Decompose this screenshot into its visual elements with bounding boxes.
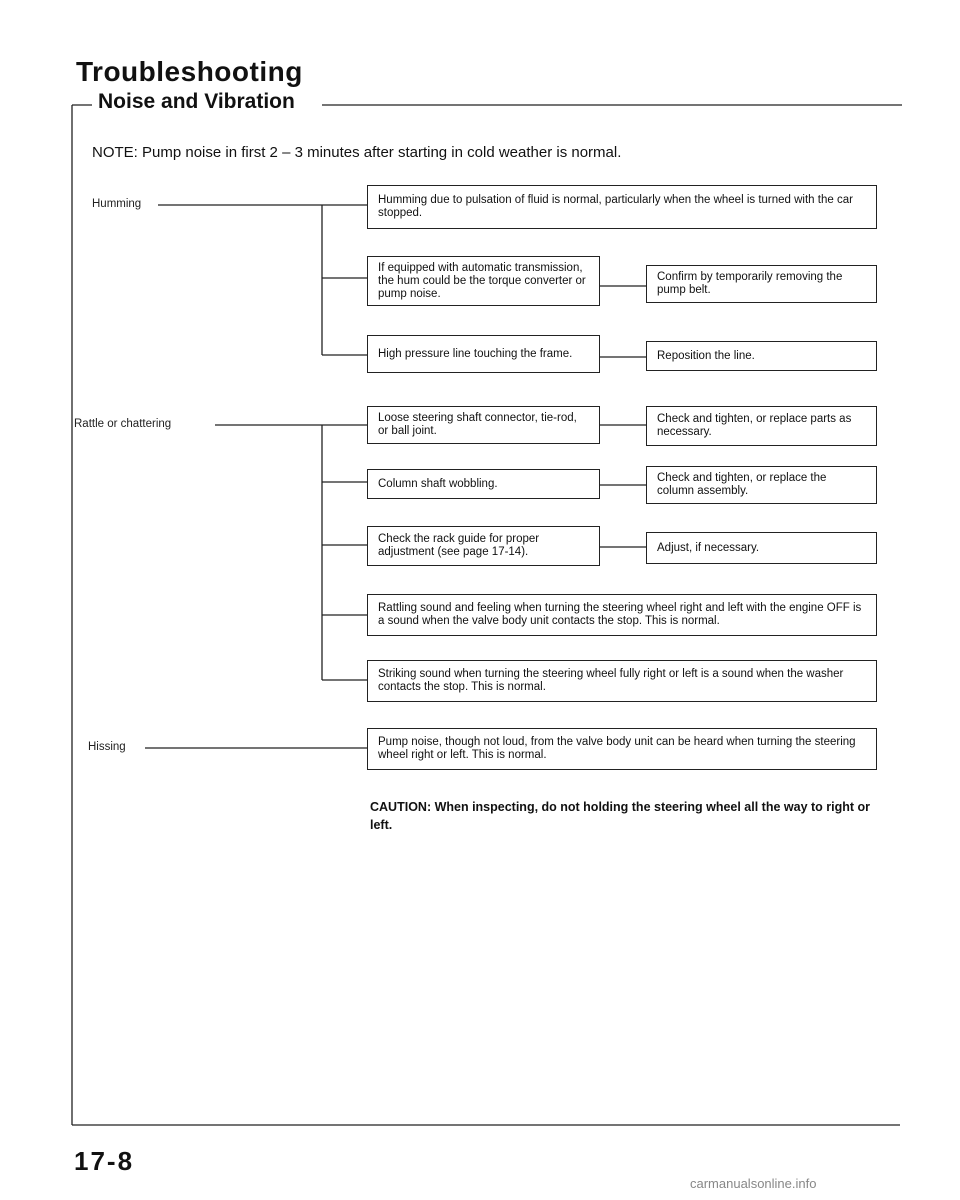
box-adjust: Adjust, if necessary. xyxy=(646,532,877,564)
box-check-parts: Check and tighten, or replace parts as necessary. xyxy=(646,406,877,446)
box-high-pressure: High pressure line touching the frame. xyxy=(367,335,600,373)
box-rattling-sound: Rattling sound and feeling when turning the steering wheel right and left with the engine OFF is a sound when the valve body unit contacts the stop. This is normal. xyxy=(367,594,877,636)
box-rack-guide: Check the rack guide for proper adjustment (see page 17-14). xyxy=(367,526,600,566)
box-pump-noise: Pump noise, though not loud, from the valve body unit can be heard when turning the steering wheel right or left. This is normal. xyxy=(367,728,877,770)
box-reposition: Reposition the line. xyxy=(646,341,877,371)
category-rattle: Rattle or chattering xyxy=(74,418,172,430)
page-title: Troubleshooting xyxy=(76,56,303,87)
box-striking-sound: Striking sound when turning the steering wheel fully right or left is a sound when the washer contacts the stop. This is normal. xyxy=(367,660,877,702)
box-check-column: Check and tighten, or replace the column assembly. xyxy=(646,466,877,504)
section-title: Noise and Vibration xyxy=(98,90,295,113)
box-confirm-belt: Confirm by temporarily removing the pump belt. xyxy=(646,265,877,303)
box-loose-shaft: Loose steering shaft connector, tie-rod, or ball joint. xyxy=(367,406,600,444)
box-column-wobble: Column shaft wobbling. xyxy=(367,469,600,499)
category-hissing: Hissing xyxy=(88,741,126,753)
note-text: NOTE: Pump noise in first 2 – 3 minutes after starting in cold weather is normal. xyxy=(92,144,622,161)
page-number: 17-8 xyxy=(74,1146,135,1176)
caution-text: CAUTION: When inspecting, do not holding the steering wheel all the way to right or left. xyxy=(370,800,871,832)
footer-watermark: carmanualsonline.info xyxy=(690,1176,817,1191)
box-auto-trans: If equipped with automatic transmission, the hum could be the torque converter or pump noise. xyxy=(367,256,600,306)
box-humming-normal: Humming due to pulsation of fluid is normal, particularly when the wheel is turned with the car stopped. xyxy=(367,185,877,229)
category-humming: Humming xyxy=(92,198,142,210)
